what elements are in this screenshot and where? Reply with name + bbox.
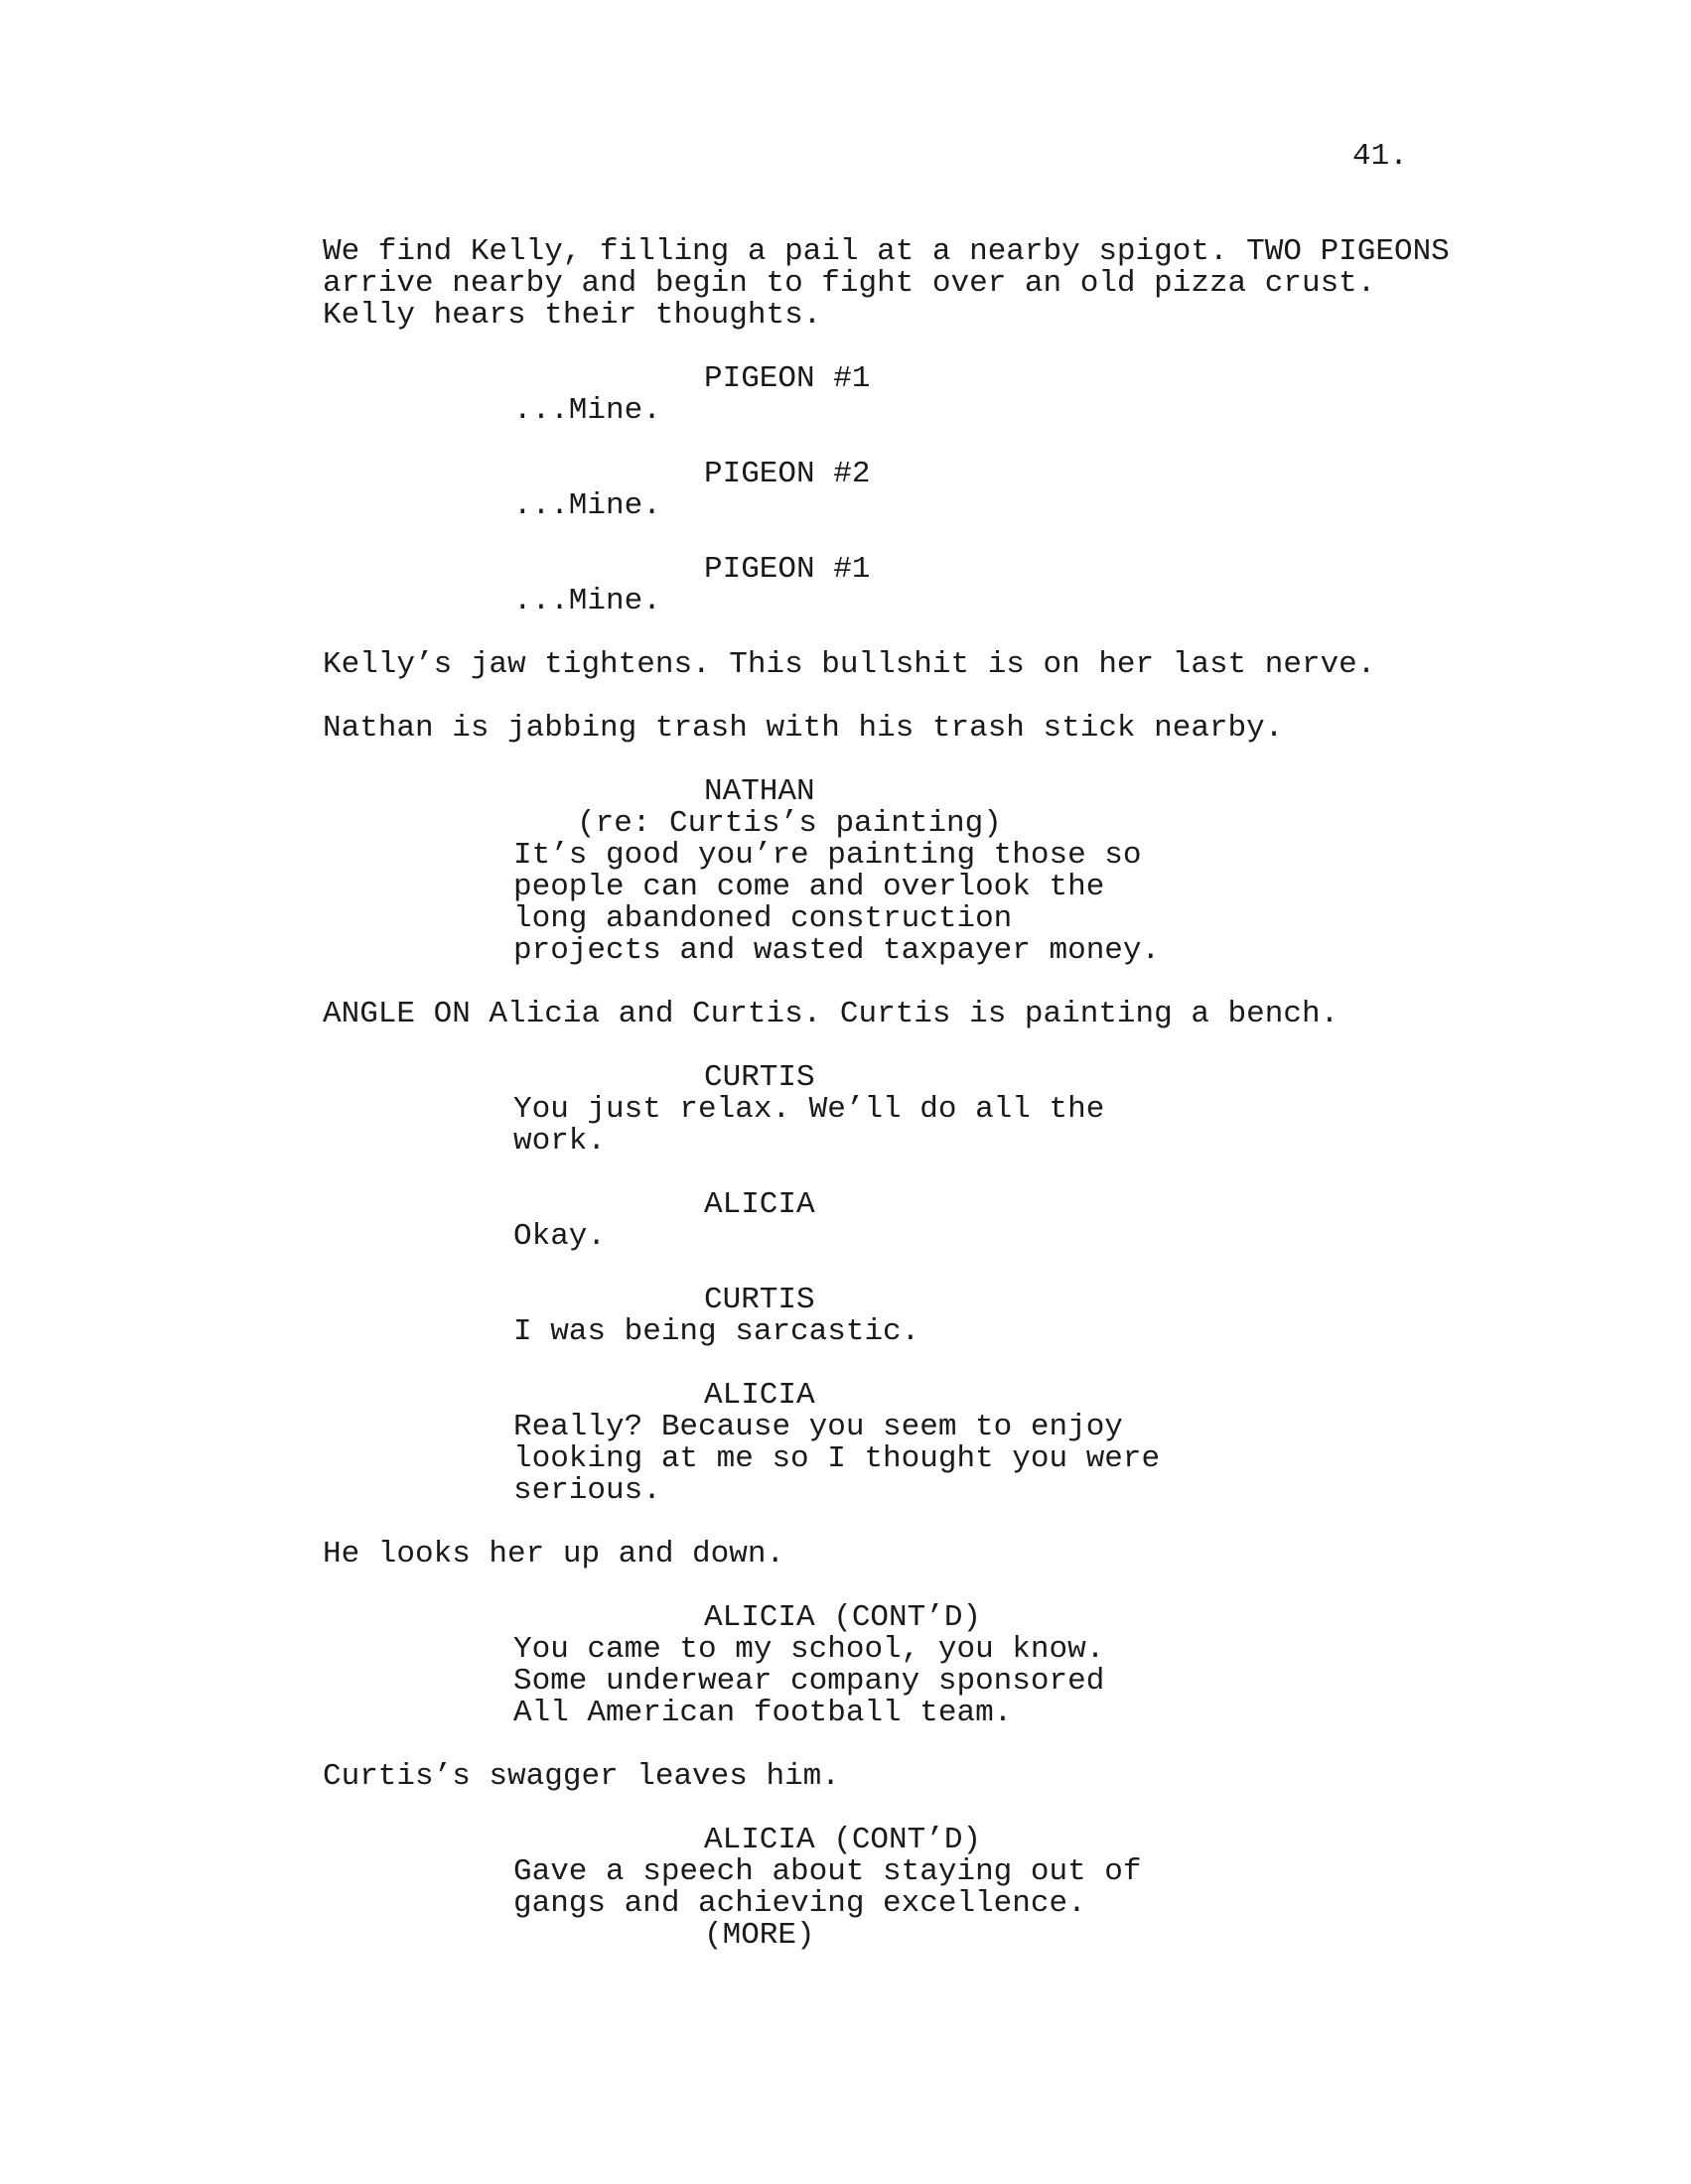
dialogue-block [323,1380,1514,1507]
action-line: We find Kelly, filling a pail at a nearby spigot. TWO PIGEONS arrive nearby and begin to fight over an old pizza crust. Kelly hears their thoughts. [323,234,1450,333]
action-line: Kelly’s jaw tightens. This bullshit is on her last nerve. [323,647,1376,682]
character-name: PIGEON #1 [704,361,871,396]
dialogue-text: ...Mine. [513,393,661,428]
character-name: ALICIA (CONT’D) [704,1600,982,1635]
dialogue-text: You just relax. We’ll do all the work. [513,1092,1105,1159]
dialogue-text: ...Mine. [513,584,661,618]
dialogue-text: Okay. [513,1219,607,1254]
dialogue-block [323,1062,1514,1158]
dialogue-block [323,459,1514,522]
dialogue-text: Gave a speech about staying out of gangs and achieving excellence. [513,1854,1142,1921]
dialogue-block [323,776,1514,967]
more-marker: (MORE) [704,1918,815,1953]
character-name: CURTIS [704,1283,815,1317]
action-line: Curtis’s swagger leaves him. [323,1759,840,1794]
script-page [323,236,1514,1983]
dialogue-block [323,1825,1514,1952]
dialogue-text: I was being sarcastic. [513,1314,920,1349]
dialogue-block [323,554,1514,617]
character-name: CURTIS [704,1060,815,1095]
character-name: PIGEON #1 [704,552,871,587]
dialogue-block [323,363,1514,427]
dialogue-text: Really? Because you seem to enjoy looking at me so I thought you were serious. [513,1410,1161,1508]
dialogue-text: It’s good you’re painting those so people can come and overlook the long abandoned construction projects and wasted taxpayer money. [513,838,1161,968]
dialogue-block [323,1189,1514,1253]
character-name: PIGEON #2 [704,457,871,491]
action-line: ANGLE ON Alicia and Curtis. Curtis is painting a bench. [323,997,1339,1031]
character-name: ALICIA [704,1378,815,1413]
dialogue-text: ...Mine. [513,488,661,523]
action-line: Nathan is jabbing trash with his trash stick nearby. [323,711,1284,746]
dialogue-block [323,1602,1514,1729]
character-name: ALICIA (CONT’D) [704,1823,982,1857]
page-number: 41. [1352,139,1408,174]
character-name: NATHAN [704,774,815,809]
character-name: ALICIA [704,1187,815,1222]
action-line: He looks her up and down. [323,1537,785,1571]
parenthetical: (re: Curtis’s painting) [577,806,1002,841]
dialogue-text: You came to my school, you know. Some underwear company sponsored All American football team. [513,1632,1105,1730]
dialogue-block [323,1285,1514,1348]
